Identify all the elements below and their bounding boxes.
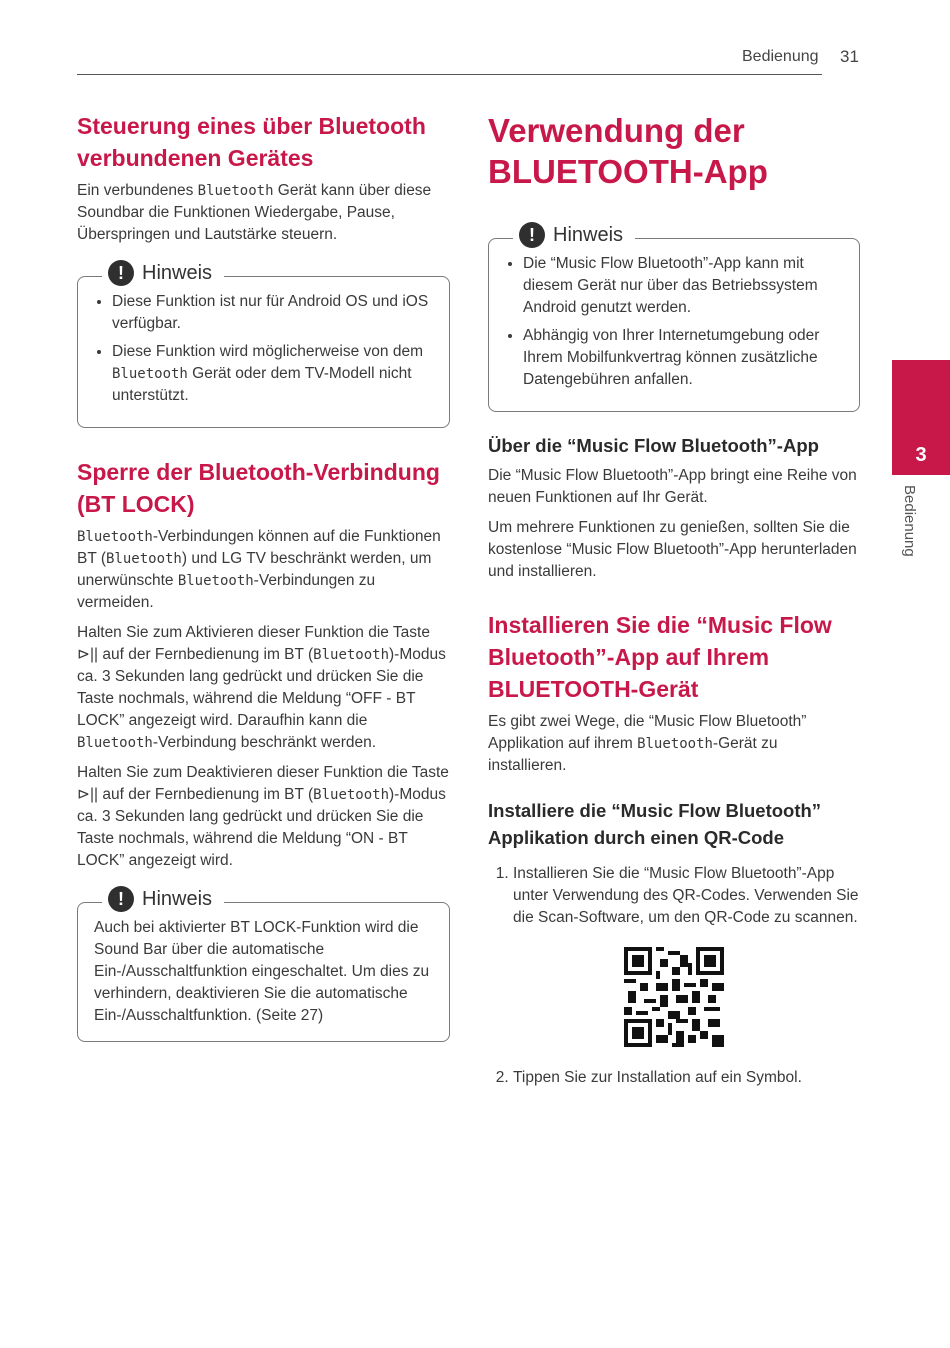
exclamation-icon: ! (108, 260, 134, 286)
note-header (102, 886, 224, 912)
note-text: Auch bei aktivierter BT LOCK-Funktion wird die Sound Bar über die automatische Ein-/Ausschaltfunktion eingeschaltet. Um dies zu verhindern, deaktivieren Sie die automatische Ein-/Ausschaltfunktion. (Seite 27) (94, 919, 430, 1024)
note-header (102, 260, 224, 286)
install-steps (488, 863, 860, 929)
paragraph: Halten Sie zum Deaktivieren dieser Funktion die Taste ⊳|| auf der Fernbedienung im BT (Bluetooth)-Modus ca. 3 Sekunden lang gedrückt und drücken Sie die Taste nochmals, während die Meldung “ON - BT LOCK” angezeigt wird. (77, 764, 449, 869)
note-item: • Diese Funktion wird möglicherweise von dem Bluetooth Gerät oder dem TV-Modell nicht unterstützt. (112, 341, 435, 407)
about-app-title: Über die “Music Flow Bluetooth”-App (488, 435, 819, 456)
qr-code (624, 947, 724, 1047)
qr-install-title: Installiere die “Music Flow Bluetooth” Applikation durch einen QR-Code (488, 800, 822, 848)
page-number: 31 (840, 47, 859, 66)
note-header (513, 222, 635, 248)
note-box (488, 223, 860, 412)
right-column (488, 110, 860, 1089)
note-item: • Abhängig von Ihrer Internetumgebung oder Ihrem Mobilfunkvertrag können zusätzliche Datengebühren anfallen. (523, 325, 845, 391)
chapter-tab (892, 360, 950, 475)
bluetooth-term: Bluetooth (197, 183, 274, 199)
chapter-number: 3 (915, 444, 927, 466)
paragraph: Es gibt zwei Wege, die “Music Flow Bluetooth” Applikation auf ihrem Bluetooth-Gerät zu installieren. (488, 713, 807, 774)
paragraph: Halten Sie zum Aktivieren dieser Funktion die Taste ⊳|| auf der Fernbedienung im BT (Bluetooth)-Modus ca. 3 Sekunden lang gedrückt und drücken Sie die Taste nochmals, während die Meldung “OFF - BT LOCK” angezeigt wird. Daraufhin kann die Bluetooth-Verbindung beschränkt werden. (77, 624, 446, 751)
paragraph: Um mehrere Funktionen zu genießen, sollten Sie die kostenlose “Music Flow Bluetooth”-App herunterladen und installieren. (488, 519, 857, 580)
note-title: Hinweis (553, 223, 624, 246)
note-title: Hinweis (142, 261, 213, 284)
paragraph: Die “Music Flow Bluetooth”-App bringt eine Reihe von neuen Funktionen auf Ihr Gerät. (488, 467, 857, 506)
paragraph: Bluetooth-Verbindungen können auf die Funktionen BT (Bluetooth) und LG TV beschränkt werden, um unerwünschte Bluetooth-Verbindungen zu vermeiden. (77, 528, 441, 611)
step-item: 1. Installieren Sie die “Music Flow Bluetooth”-App unter Verwendung des QR-Codes. Verwenden Sie die Scan-Software, um den QR-Code zu scannen. (513, 863, 860, 929)
header-section-label: Bedienung (742, 48, 819, 65)
note-box (77, 887, 450, 1042)
section-title-bluetooth-control: Steuerung eines über Bluetooth verbundenen Gerätes (77, 113, 426, 171)
chapter-label: Bedienung (901, 485, 918, 557)
header-rule (77, 74, 822, 75)
exclamation-icon: ! (519, 222, 545, 248)
install-steps (488, 1067, 860, 1089)
note-item: • Diese Funktion ist nur für Android OS und iOS verfügbar. (112, 291, 435, 335)
note-box (77, 261, 450, 428)
main-title: Verwendung der BLUETOOTH-App (488, 112, 768, 190)
left-column (77, 110, 450, 1042)
play-pause-icon: ⊳|| (77, 786, 99, 803)
bluetooth-term: Bluetooth (112, 366, 188, 382)
section-title-bt-lock: Sperre der Bluetooth-Verbindung (BT LOCK) (77, 459, 440, 517)
note-title: Hinweis (142, 887, 213, 910)
paragraph: Ein verbundenes Bluetooth Gerät kann über diese Soundbar die Funktionen Wiedergabe, Pause, Überspringen und Lautstärke steuern. (77, 182, 432, 243)
note-item: • Die “Music Flow Bluetooth”-App kann mit diesem Gerät nur über das Betriebssystem Android genutzt werden. (523, 253, 845, 319)
exclamation-icon: ! (108, 886, 134, 912)
step-item: 2. Tippen Sie zur Installation auf ein Symbol. (513, 1067, 860, 1089)
play-pause-icon: ⊳|| (77, 646, 99, 663)
install-app-title: Installieren Sie die “Music Flow Bluetooth”-App auf Ihrem BLUETOOTH-Gerät (488, 612, 832, 702)
